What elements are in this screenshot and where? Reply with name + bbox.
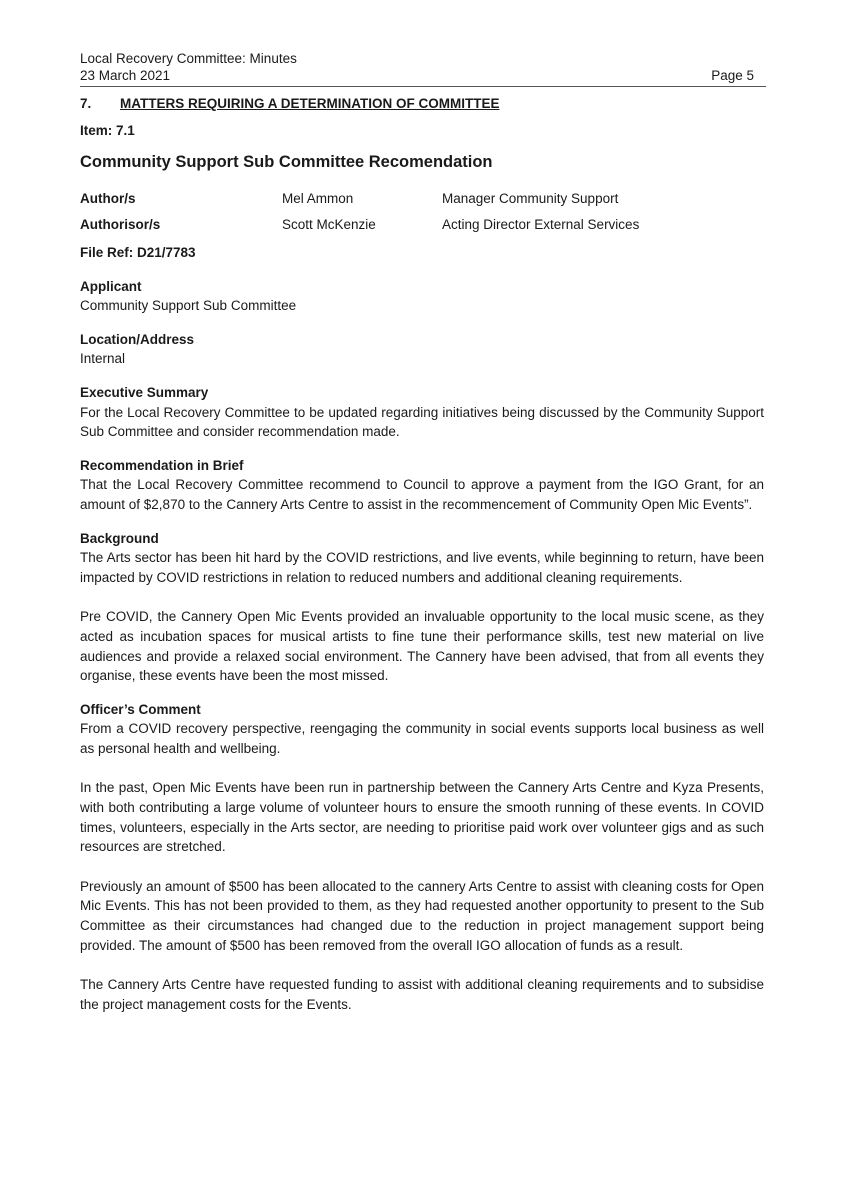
location-heading: Location/Address bbox=[80, 331, 195, 347]
authorisor-position: Acting Director External Services bbox=[442, 217, 640, 232]
location-text: Internal bbox=[80, 351, 126, 367]
background-heading: Background bbox=[80, 530, 159, 546]
author-position: Manager Community Support bbox=[442, 191, 619, 206]
section-title: MATTERS REQUIRING A DETERMINATION OF COMMITTEE bbox=[120, 96, 500, 111]
background-section bbox=[80, 529, 764, 686]
header-rule bbox=[80, 86, 766, 87]
page-header bbox=[80, 50, 766, 84]
officers-comment-paragraph-3: Previously an amount of $500 has been allocated to the cannery Arts Centre to assist with cleaning costs for Open Mic Events. This has not been provided to them, as they had requested another opportunity to present to the Sub Committee as their circumstances had changed due to the reduction in project management support being provided. The amount of $500 has been removed from the overall IGO allocation of funds as a result. bbox=[80, 878, 764, 953]
executive-summary-heading: Executive Summary bbox=[80, 384, 209, 400]
author-role: Author/s bbox=[80, 191, 136, 206]
document-body bbox=[80, 94, 764, 1014]
officers-comment-paragraph-2: In the past, Open Mic Events have been run in partnership between the Cannery Arts Centre and Kyza Presents, with both contributing a large volume of volunteer hours to ensure the smooth running of these events. In COVID times, volunteers, especially in the Arts sector, are needing to prioritise paid work over volunteer gigs and as such resources are stretched. bbox=[80, 780, 764, 855]
officers-comment-paragraph-4: The Cannery Arts Centre have requested funding to assist with additional cleaning requirements and to subsidise the project management costs for the Events. bbox=[80, 977, 764, 1012]
recommendation-text: That the Local Recovery Committee recommend to Council to approve a payment from the IGO Grant, for an amount of $2,870 to the Cannery Arts Centre to assist in the recommencement of Community Open Mic Events”. bbox=[80, 477, 764, 512]
applicant-text: Community Support Sub Committee bbox=[80, 298, 297, 314]
section-heading bbox=[80, 94, 764, 114]
authorisor-name: Scott McKenzie bbox=[282, 217, 376, 232]
background-paragraph-2: Pre COVID, the Cannery Open Mic Events provided an invaluable opportunity to the local music scene, as they acted as incubation spaces for musical artists to fine tune their performance skills, test new material on live audiences and provide a relaxed social environment. The Cannery have been advised, that from all events they organise, these events have been the most missed. bbox=[80, 609, 764, 684]
section-number: 7. bbox=[80, 96, 92, 111]
location-section bbox=[80, 330, 764, 369]
file-ref: File Ref: D21/7783 bbox=[80, 245, 196, 260]
applicant-section bbox=[80, 277, 764, 316]
officers-comment-paragraph-1: From a COVID recovery perspective, reengaging the community in social events supports local business as well as personal health and wellbeing. bbox=[80, 721, 764, 756]
author-name: Mel Ammon bbox=[282, 191, 354, 206]
officers-comment-section bbox=[80, 700, 764, 1015]
authorisor-role: Authorisor/s bbox=[80, 217, 161, 232]
recommendation-heading: Recommendation in Brief bbox=[80, 457, 244, 473]
recommendation-section bbox=[80, 456, 764, 515]
background-paragraph-1: The Arts sector has been hit hard by the COVID restrictions, and live events, while beginning to return, have been impacted by COVID restrictions in relation to reduced numbers and additional cleaning requirements. bbox=[80, 550, 764, 585]
item-number: Item: 7.1 bbox=[80, 123, 135, 138]
applicant-heading: Applicant bbox=[80, 278, 142, 294]
author-row bbox=[80, 189, 764, 215]
officers-comment-heading: Officer’s Comment bbox=[80, 701, 201, 717]
page-number: Page 5 bbox=[711, 68, 754, 83]
executive-summary-text: For the Local Recovery Committee to be updated regarding initiatives being discussed by the Community Support Sub Committee and consider recommendation made. bbox=[80, 404, 764, 440]
header-date: 23 March 2021 bbox=[80, 68, 171, 83]
authorisor-row bbox=[80, 215, 764, 241]
executive-summary-section bbox=[80, 383, 764, 442]
report-title: Community Support Sub Committee Recomendation bbox=[80, 153, 493, 171]
header-title: Local Recovery Committee: Minutes bbox=[80, 51, 297, 66]
